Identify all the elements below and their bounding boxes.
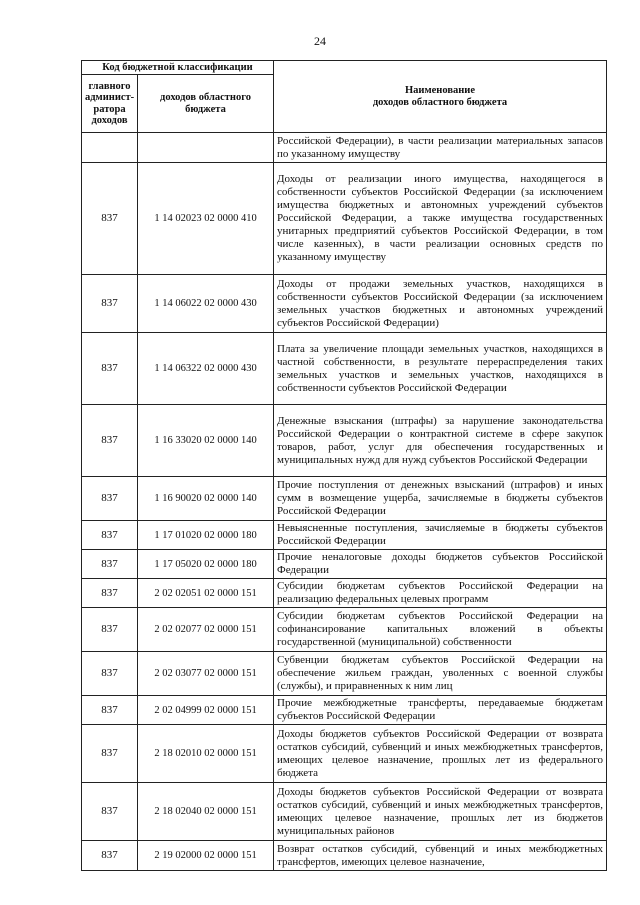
income-name-cell: Прочие неналоговые доходы бюджетов субъектов Российской Федерации: [274, 550, 607, 579]
table-row: [82, 841, 607, 871]
admin-code-cell: [82, 133, 138, 163]
admin-code-cell: 837: [82, 696, 138, 725]
income-code-cell: 2 18 02040 02 0000 151: [138, 783, 274, 841]
table-row: [82, 163, 607, 275]
admin-code-cell: 837: [82, 841, 138, 871]
table-row: [82, 725, 607, 783]
table-row: [82, 783, 607, 841]
income-name-cell: Субвенции бюджетам субъектов Российской Федерации на обеспечение жильем граждан, уволенных с военной службы (службы), и приравненных к ним лиц: [274, 652, 607, 696]
income-name-cell: Доходы от продажи земельных участков, находящихся в собственности субъектов Российской Федерации (за исключением земельных участков бюджетных и автономных учреждений субъектов Российской Федерации): [274, 275, 607, 333]
income-name-cell: Субсидии бюджетам субъектов Российской Федерации на реализацию федеральных целевых программ: [274, 579, 607, 608]
table-row: [82, 405, 607, 477]
income-code-cell: 1 16 90020 02 0000 140: [138, 477, 274, 521]
income-code-cell: 1 14 06322 02 0000 430: [138, 333, 274, 405]
income-name-cell: Доходы бюджетов субъектов Российской Федерации от возврата остатков субсидий, субвенций и иных межбюджетных трансфертов, имеющих целевое назначение, прошлых лет из федерального бюджета: [274, 725, 607, 783]
admin-code-cell: 837: [82, 521, 138, 550]
table-row: [82, 550, 607, 579]
income-code-cell: 2 02 02077 02 0000 151: [138, 608, 274, 652]
income-name-cell: Субсидии бюджетам субъектов Российской Федерации на софинансирование капитальных вложений в объекты государственной (муниципальной) собственности: [274, 608, 607, 652]
admin-column-header: главного админист-ратора доходов: [82, 75, 138, 133]
income-code-cell: 1 14 06022 02 0000 430: [138, 275, 274, 333]
income-code-cell: 1 17 01020 02 0000 180: [138, 521, 274, 550]
income-code-cell: 2 19 02000 02 0000 151: [138, 841, 274, 871]
income-code-cell: 2 02 04999 02 0000 151: [138, 696, 274, 725]
code-group-header: Код бюджетной классификации: [82, 61, 274, 75]
admin-code-cell: 837: [82, 725, 138, 783]
table-row: [82, 333, 607, 405]
income-name-cell: Прочие поступления от денежных взысканий (штрафов) и иных сумм в возмещение ущерба, зачисляемые в бюджеты субъектов Российской Федерации: [274, 477, 607, 521]
table-row: [82, 696, 607, 725]
income-code-cell: 2 02 02051 02 0000 151: [138, 579, 274, 608]
admin-code-cell: 837: [82, 275, 138, 333]
income-code-cell: 1 16 33020 02 0000 140: [138, 405, 274, 477]
income-name-cell: Возврат остатков субсидий, субвенций и иных межбюджетных трансфертов, имеющих целевое назначение,: [274, 841, 607, 871]
income-column-header: доходов областного бюджета: [138, 75, 274, 133]
name-header-line1: Наименование: [405, 85, 475, 96]
table-row: [82, 275, 607, 333]
admin-code-cell: 837: [82, 652, 138, 696]
income-code-cell: 2 02 03077 02 0000 151: [138, 652, 274, 696]
income-name-cell: Доходы бюджетов субъектов Российской Федерации от возврата остатков субсидий, субвенций и иных межбюджетных трансфертов, имеющих целевое назначение, прошлых лет из бюджетов муниципальных районов: [274, 783, 607, 841]
table-row: [82, 579, 607, 608]
admin-code-cell: 837: [82, 333, 138, 405]
income-code-cell: [138, 133, 274, 163]
budget-classification-table: [81, 60, 607, 871]
income-code-cell: 2 18 02010 02 0000 151: [138, 725, 274, 783]
table-row: [82, 521, 607, 550]
name-header-line2: доходов областного бюджета: [372, 96, 508, 108]
name-column-header: [274, 61, 607, 133]
income-name-cell: Денежные взыскания (штрафы) за нарушение законодательства Российской Федерации о контрактной системе в сфере закупок товаров, работ, услуг для обеспечения государственных и муниципальных нужд для нужд субъектов Российской Федерации: [274, 405, 607, 477]
admin-code-cell: 837: [82, 477, 138, 521]
admin-code-cell: 837: [82, 579, 138, 608]
table-body: [82, 133, 607, 871]
admin-code-cell: 837: [82, 783, 138, 841]
table-row: [82, 652, 607, 696]
income-code-cell: 1 17 05020 02 0000 180: [138, 550, 274, 579]
income-name-cell: Плата за увеличение площади земельных участков, находящихся в частной собственности, в результате перераспределения таких земельных участков и земельных участков, находящихся в собственности субъектов Российской Федерации: [274, 333, 607, 405]
table-row: [82, 133, 607, 163]
income-name-cell: Доходы от реализации иного имущества, находящегося в собственности субъектов Российской Федерации (за исключением имущества бюджетных и автономных учреждений субъектов Российской Федерации, а также имущества государственных унитарных предприятий субъектов Российской Федерации, в том числе казенных), в части реализации основных средств по указанному имуществу: [274, 163, 607, 275]
admin-code-cell: 837: [82, 405, 138, 477]
admin-code-cell: 837: [82, 608, 138, 652]
admin-code-cell: 837: [82, 163, 138, 275]
page-number: 24: [314, 34, 326, 48]
income-name-cell: Невыясненные поступления, зачисляемые в бюджеты субъектов Российской Федерации: [274, 521, 607, 550]
income-code-cell: 1 14 02023 02 0000 410: [138, 163, 274, 275]
admin-code-cell: 837: [82, 550, 138, 579]
income-name-cell: Прочие межбюджетные трансферты, передаваемые бюджетам субъектов Российской Федерации: [274, 696, 607, 725]
table-row: [82, 477, 607, 521]
table-row: [82, 608, 607, 652]
income-name-cell: Российской Федерации), в части реализации материальных запасов по указанному имуществу: [274, 133, 607, 163]
